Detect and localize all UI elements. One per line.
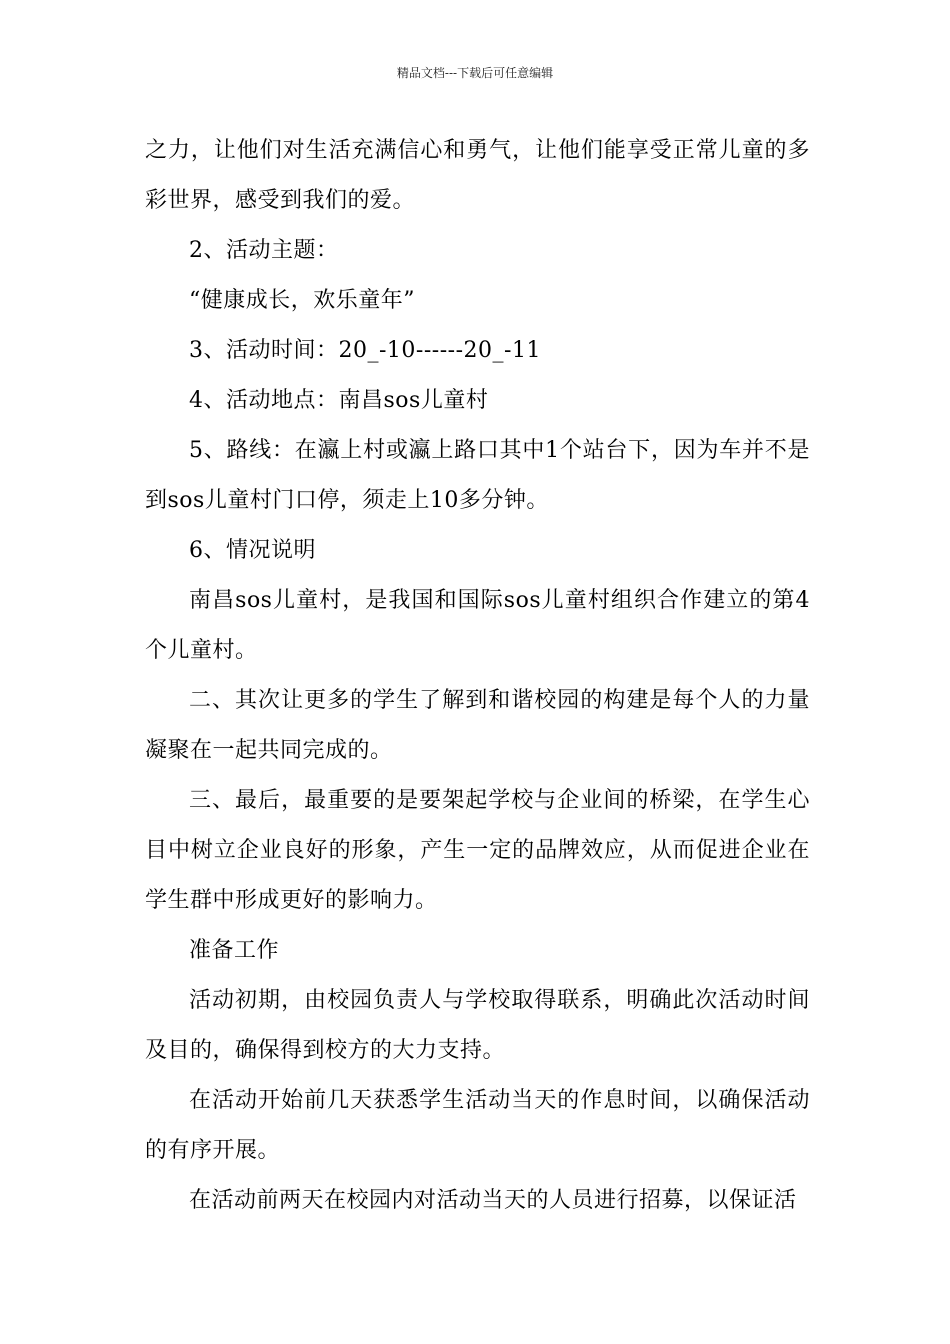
paragraph-situation-heading: 6、情况说明: [189, 538, 316, 563]
paragraph-preparation-schedule: 在活动开始前几天获悉学生活动当天的作息时间，以确保活动的有序开展。: [145, 1088, 810, 1163]
paragraph-activity-location: 4、活动地点：南昌sos儿童村: [189, 388, 489, 413]
paragraph-activity-theme-label: 2、活动主题：: [189, 238, 339, 263]
paragraph-point-three: 三、最后，最重要的是要架起学校与企业间的桥梁，在学生心目中树立企业良好的形象，产生一定的品牌效应，从而促进企业在学生群中形成更好的影响力。: [145, 788, 810, 913]
paragraph-situation: 南昌sos儿童村，是我国和国际sos儿童村组织合作建立的第4个儿童村。: [145, 588, 810, 663]
paragraph-preparation-initial: 活动初期，由校园负责人与学校取得联系，明确此次活动时间及目的，确保得到校方的大力支持。: [145, 988, 810, 1063]
paragraph-point-two: 二、其次让更多的学生了解到和谐校园的构建是每个人的力量凝聚在一起共同完成的。: [145, 688, 810, 763]
paragraph-continuation: 之力，让他们对生活充满信心和勇气，让他们能享受正常儿童的多彩世界，感受到我们的爱。: [145, 138, 810, 213]
paragraph-activity-theme: “健康成长，欢乐童年”: [189, 288, 415, 313]
page-header: 精品文档---下载后可任意编辑: [396, 66, 554, 80]
paragraph-route: 5、路线：在瀛上村或瀛上路口其中1个站台下，因为车并不是到sos儿童村门口停，须走上10多分钟。: [145, 438, 810, 513]
paragraph-activity-time: 3、活动时间：20_-10------20_-11: [189, 338, 541, 363]
paragraph-preparation-recruit: 在活动前两天在校园内对活动当天的人员进行招募，以保证活: [189, 1188, 797, 1213]
paragraph-preparation-heading: 准备工作: [189, 938, 280, 963]
document-body: [145, 126, 810, 1226]
